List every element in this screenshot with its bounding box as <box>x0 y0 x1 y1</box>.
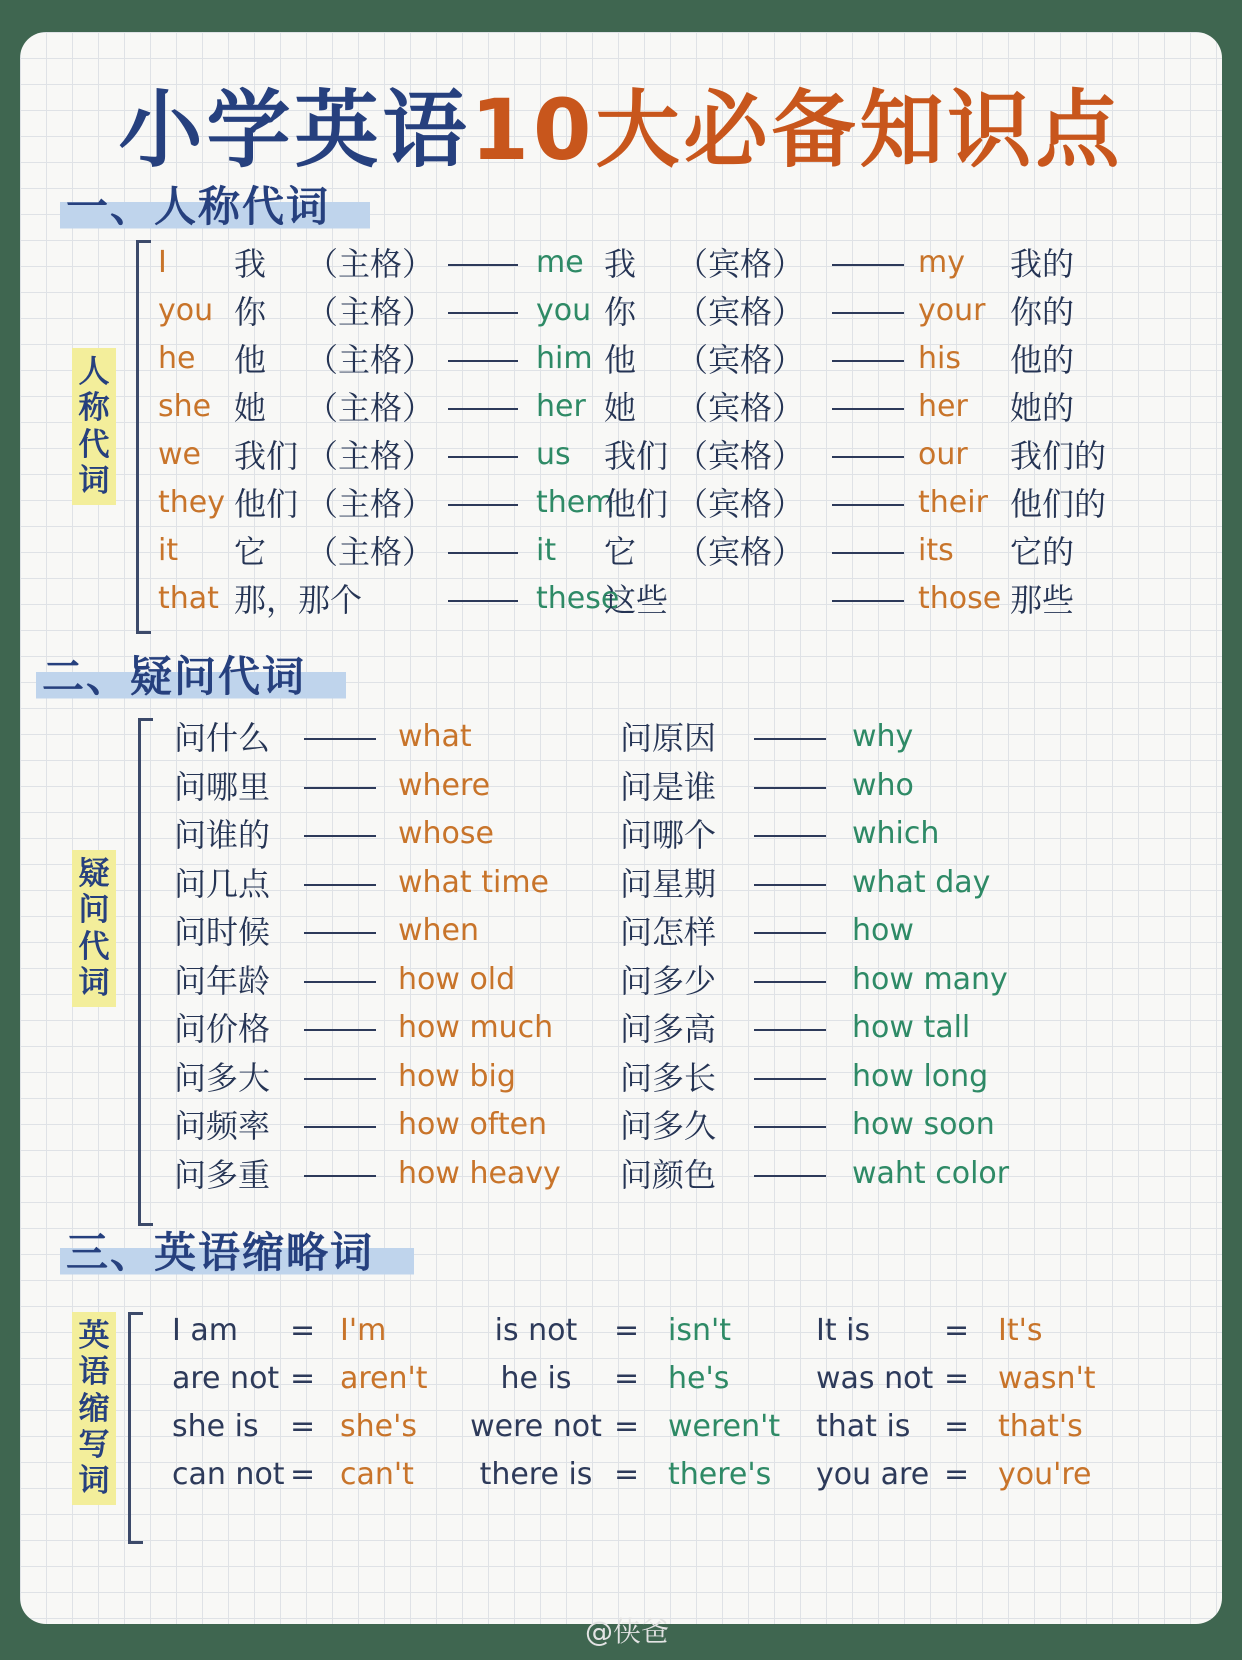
possessive-pronoun-meaning: 他们的 <box>1010 485 1107 523</box>
contraction: that's <box>998 1409 1083 1444</box>
question-meaning: 问多高 <box>620 1010 717 1048</box>
full-form: were not <box>470 1409 602 1444</box>
possessive-pronoun-meaning: 他的 <box>1010 341 1075 379</box>
question-word: how soon <box>852 1107 995 1142</box>
subject-pronoun-meaning: 他 <box>234 341 267 379</box>
equals-sign: = <box>290 1361 316 1396</box>
connector-dash <box>832 312 904 314</box>
connector-dash <box>754 1078 826 1080</box>
equals-sign: = <box>944 1313 970 1348</box>
object-pronoun: them <box>536 485 615 520</box>
question-meaning: 问时候 <box>174 913 271 951</box>
connector-dash <box>832 504 904 506</box>
question-meaning: 问哪里 <box>174 767 271 806</box>
connector-dash <box>832 360 904 362</box>
title-part1: 小学英语 <box>118 81 471 179</box>
object-pronoun-meaning: 我们 <box>604 437 669 475</box>
question-word: waht color <box>852 1155 1010 1191</box>
full-form: there is <box>479 1457 593 1492</box>
worksheet <box>20 32 1222 1624</box>
connector-dash <box>448 456 518 458</box>
connector-dash <box>754 1126 826 1128</box>
question-word: how big <box>398 1058 516 1094</box>
connector-dash <box>304 1175 376 1177</box>
connector-dash <box>448 600 518 602</box>
subject-pronoun: that <box>158 581 219 616</box>
question-word: what <box>398 719 472 754</box>
equals-sign: = <box>614 1409 640 1444</box>
contraction: weren't <box>668 1409 781 1444</box>
object-case-label: （宾格） <box>676 341 805 379</box>
contraction: there's <box>668 1457 772 1492</box>
section3-bracket <box>128 1312 143 1544</box>
question-word: what time <box>398 864 550 900</box>
object-pronoun: you <box>536 293 592 328</box>
full-form: he is <box>500 1361 572 1396</box>
question-word: how many <box>852 961 1008 997</box>
object-pronoun: her <box>536 389 586 424</box>
object-case-label: （宾格） <box>676 293 805 331</box>
object-pronoun-meaning: 这些 <box>604 581 669 619</box>
contraction: you're <box>998 1457 1092 1492</box>
section3-heading: 三、英语缩略词 <box>60 1226 414 1281</box>
full-form: I am <box>172 1313 238 1348</box>
object-pronoun-meaning: 他 <box>604 341 637 379</box>
contraction: she's <box>340 1409 417 1444</box>
object-pronoun-meaning: 她 <box>604 389 637 427</box>
connector-dash <box>304 738 376 740</box>
contraction: can't <box>340 1457 414 1492</box>
connector-dash <box>304 884 376 886</box>
full-form: was not <box>816 1361 934 1396</box>
connector-dash <box>304 981 376 983</box>
question-meaning: 问星期 <box>620 864 717 903</box>
possessive-pronoun: their <box>918 485 988 520</box>
connector-dash <box>754 932 826 934</box>
full-form: is not <box>494 1313 578 1348</box>
question-meaning: 问原因 <box>620 719 717 757</box>
connector-dash <box>448 552 518 554</box>
question-meaning: 问多少 <box>620 961 717 1000</box>
section3-side-label: 英语缩写词 <box>72 1312 116 1505</box>
object-pronoun-meaning: 我 <box>604 245 637 283</box>
possessive-pronoun: our <box>918 437 968 472</box>
title-part2: 10大必备知识点 <box>470 81 1124 179</box>
possessive-pronoun: my <box>918 245 965 280</box>
question-word: who <box>852 767 914 803</box>
subject-pronoun: we <box>158 437 201 472</box>
subject-pronoun-meaning: 她 <box>234 389 267 427</box>
connector-dash <box>304 787 376 789</box>
section2-heading: 二、疑问代词 <box>36 650 346 705</box>
subject-case-label: （主格） <box>306 485 435 523</box>
object-pronoun-meaning: 你 <box>604 293 637 331</box>
contraction: isn't <box>668 1313 731 1348</box>
subject-pronoun: they <box>158 485 225 520</box>
object-pronoun: us <box>536 437 571 472</box>
connector-dash <box>448 408 518 410</box>
question-meaning: 问多大 <box>174 1058 271 1097</box>
connector-dash <box>304 835 376 837</box>
connector-dash <box>754 1029 826 1031</box>
connector-dash <box>832 456 904 458</box>
watermark: @侠爸 <box>585 1615 670 1648</box>
subject-case-label: （主格） <box>306 293 435 331</box>
object-case-label: （宾格） <box>676 245 805 283</box>
possessive-pronoun-meaning: 那些 <box>1010 581 1075 619</box>
contraction: I'm <box>340 1313 387 1348</box>
subject-pronoun-meaning: 那，那个 <box>234 581 363 619</box>
possessive-pronoun-meaning: 她的 <box>1010 389 1075 427</box>
equals-sign: = <box>944 1457 970 1492</box>
question-meaning: 问颜色 <box>620 1155 717 1194</box>
equals-sign: = <box>614 1313 640 1348</box>
subject-pronoun-meaning: 我们 <box>234 437 299 475</box>
question-word: when <box>398 913 480 948</box>
equals-sign: = <box>614 1361 640 1396</box>
subject-case-label: （主格） <box>306 437 435 475</box>
contraction: wasn't <box>998 1361 1096 1396</box>
connector-dash <box>754 787 826 789</box>
question-word: how heavy <box>398 1155 561 1191</box>
possessive-pronoun-meaning: 我的 <box>1010 245 1075 283</box>
connector-dash <box>304 932 376 934</box>
section1-bracket <box>136 240 151 634</box>
connector-dash <box>754 884 826 886</box>
subject-pronoun: I <box>158 245 167 280</box>
subject-pronoun-meaning: 我 <box>234 245 267 283</box>
possessive-pronoun-meaning: 它的 <box>1010 533 1075 571</box>
equals-sign: = <box>944 1361 970 1396</box>
contraction: It's <box>998 1313 1043 1348</box>
section2-side-label: 疑问代词 <box>72 850 116 1007</box>
question-meaning: 问多久 <box>620 1107 717 1145</box>
object-pronoun: it <box>536 533 557 568</box>
question-word: where <box>398 767 491 803</box>
contraction: he's <box>668 1361 730 1396</box>
connector-dash <box>832 264 904 266</box>
connector-dash <box>754 981 826 983</box>
connector-dash <box>304 1029 376 1031</box>
question-meaning: 问是谁 <box>620 767 717 806</box>
connector-dash <box>448 360 518 362</box>
connector-dash <box>832 552 904 554</box>
object-pronoun-meaning: 它 <box>604 533 637 571</box>
full-form: she is <box>172 1409 259 1444</box>
full-form: can not <box>172 1457 285 1492</box>
possessive-pronoun-meaning: 你的 <box>1010 293 1075 331</box>
full-form: It is <box>816 1313 871 1348</box>
possessive-pronoun-meaning: 我们的 <box>1010 437 1107 475</box>
object-case-label: （宾格） <box>676 389 805 427</box>
full-form: are not <box>172 1361 280 1396</box>
question-meaning: 问频率 <box>174 1107 271 1145</box>
equals-sign: = <box>290 1409 316 1444</box>
connector-dash <box>448 264 518 266</box>
connector-dash <box>448 312 518 314</box>
possessive-pronoun: your <box>918 293 986 328</box>
subject-pronoun: you <box>158 293 214 328</box>
question-meaning: 问怎样 <box>620 913 717 951</box>
question-word: how <box>852 913 914 948</box>
subject-pronoun: it <box>158 533 179 568</box>
page-title <box>20 81 1222 179</box>
subject-case-label: （主格） <box>306 533 435 571</box>
object-pronoun: him <box>536 341 593 376</box>
equals-sign: = <box>614 1457 640 1492</box>
question-word: how long <box>852 1058 989 1094</box>
connector-dash <box>754 738 826 740</box>
section2-bracket <box>138 718 153 1226</box>
subject-pronoun-meaning: 它 <box>234 533 267 571</box>
connector-dash <box>448 504 518 506</box>
connector-dash <box>832 408 904 410</box>
section1-heading: 一、人称代词 <box>60 180 370 235</box>
question-meaning: 问什么 <box>174 719 271 757</box>
question-meaning: 问多重 <box>174 1155 271 1194</box>
subject-pronoun: she <box>158 389 212 424</box>
equals-sign: = <box>290 1457 316 1492</box>
connector-dash <box>304 1126 376 1128</box>
question-meaning: 问多长 <box>620 1058 717 1097</box>
question-meaning: 问年龄 <box>174 961 271 1000</box>
possessive-pronoun: those <box>918 581 1002 616</box>
question-meaning: 问谁的 <box>174 816 271 854</box>
equals-sign: = <box>290 1313 316 1348</box>
subject-pronoun-meaning: 他们 <box>234 485 299 523</box>
object-case-label: （宾格） <box>676 533 805 571</box>
full-form: you are <box>816 1457 930 1492</box>
subject-case-label: （主格） <box>306 389 435 427</box>
question-word: how much <box>398 1010 554 1045</box>
object-pronoun: these <box>536 581 620 616</box>
question-word: which <box>852 816 940 851</box>
possessive-pronoun: its <box>918 533 954 568</box>
question-meaning: 问几点 <box>174 864 271 903</box>
question-word: how often <box>398 1107 548 1142</box>
subject-pronoun: he <box>158 341 196 376</box>
connector-dash <box>304 1078 376 1080</box>
connector-dash <box>832 600 904 602</box>
possessive-pronoun: her <box>918 389 968 424</box>
contraction: aren't <box>340 1361 428 1396</box>
question-word: why <box>852 719 914 754</box>
connector-dash <box>754 835 826 837</box>
question-word: whose <box>398 816 494 851</box>
subject-pronoun-meaning: 你 <box>234 293 267 331</box>
object-case-label: （宾格） <box>676 485 805 523</box>
possessive-pronoun: his <box>918 341 961 376</box>
question-word: what day <box>852 864 991 900</box>
object-case-label: （宾格） <box>676 437 805 475</box>
subject-case-label: （主格） <box>306 341 435 379</box>
equals-sign: = <box>944 1409 970 1444</box>
question-word: how tall <box>852 1010 971 1045</box>
connector-dash <box>754 1175 826 1177</box>
section1-side-label: 人称代词 <box>72 348 116 505</box>
question-meaning: 问价格 <box>174 1010 271 1048</box>
object-pronoun: me <box>536 245 584 280</box>
subject-case-label: （主格） <box>306 245 435 283</box>
full-form: that is <box>816 1409 911 1444</box>
object-pronoun-meaning: 他们 <box>604 485 669 523</box>
question-meaning: 问哪个 <box>620 816 717 854</box>
question-word: how old <box>398 961 516 997</box>
